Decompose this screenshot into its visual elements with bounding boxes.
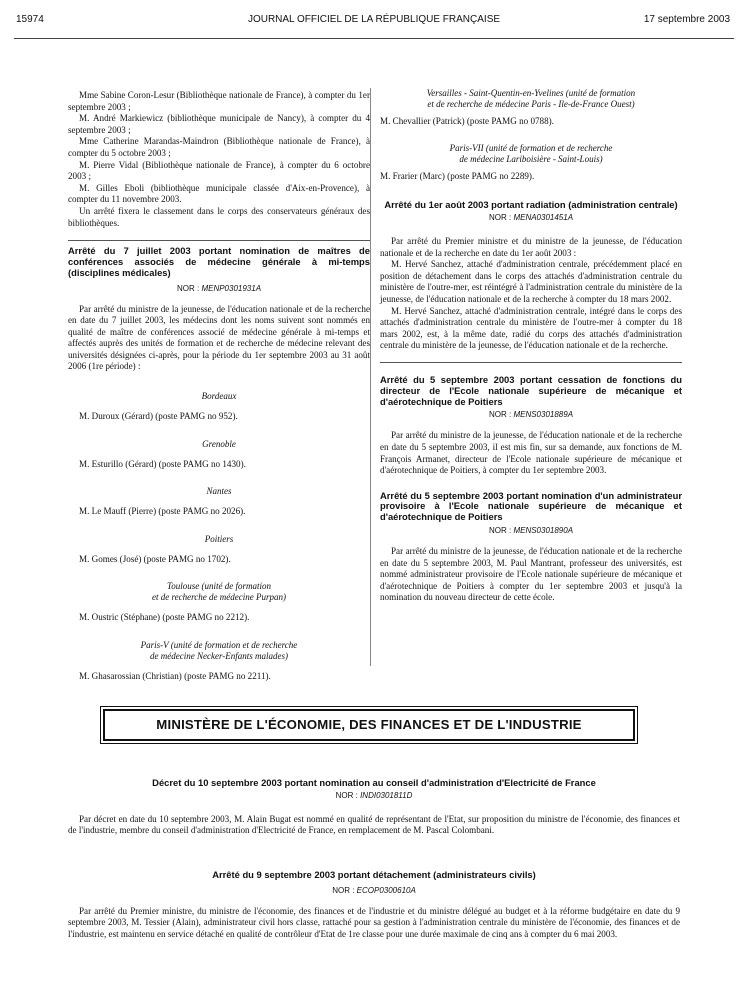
appointment-paragraph: M. Pierre Vidal (Bibliothèque nationale de France), à compter du 6 octobre 2003 ; [68,159,370,182]
place-heading: de médecine Lariboisière - Saint-Louis) [459,153,603,164]
place-heading: Versailles - Saint-Quentin-en-Yvelines (unité de formation [426,88,636,98]
nor-code: MENP0301931A [201,283,262,293]
nor-code: MENS0301890A [513,526,574,536]
right-column [380,88,682,604]
left-column [68,90,370,683]
person-entry: M. Frarier (Marc) (poste PAMG no 2289). [380,170,535,181]
person-entry: M. Duroux (Gérard) (poste PAMG no 952). [79,411,238,422]
person-entry: M. Le Mauff (Pierre) (poste PAMG no 2026). [79,506,246,517]
nor-code: ECOP0300610A [356,885,416,895]
section-rule [380,362,682,363]
nor-label: NOR : [176,283,200,293]
place-heading: Poitiers [204,533,234,544]
appointment-paragraph: Mme Sabine Coron-Lesur (Bibliothèque nationale de France), à compter du 1er septembre 2003 ; [68,90,370,112]
arrete-title: Arrêté du 5 septembre 2003 portant cessation de fonctions du directeur de l'Ecole nationale supérieure de mécanique et d'aérotechnique de Poitiers [380,373,682,407]
place-heading: Bordeaux [201,391,237,402]
arrete-body: M. Hervé Sanchez, attaché d'administration centrale, précédemment placé en position de détachement dans le corps des attachés d'administration centrale du ministère de l'outre-mer, est réintégré à l'administration centrale du ministère de la jeunesse, de l'éducation nationale et de la recherche à compter du 18 mars 2002. [380,259,682,304]
nor-reference [68,791,680,800]
place-heading: et de recherche de médecine Purpan) [151,592,287,603]
nor-reference [380,410,682,419]
nor-label: NOR : [488,526,512,536]
nor-code: MENS0301889A [513,410,574,420]
place-heading: de médecine Necker-Enfants malades) [149,651,289,662]
arrete-title: Arrêté du 9 septembre 2003 portant détachement (administrateurs civils) [212,869,536,880]
nor-reference [68,284,370,293]
place-heading: et de recherche de médecine Paris - Ile-de-France Ouest) [427,99,635,109]
place-heading: Nantes [206,486,232,497]
arrete-title: Arrêté du 5 septembre 2003 portant nomination d'un administrateur provisoire à l'Ecole nationale supérieure de mécanique et d'aérotechnique de Poitiers [380,489,682,523]
person-entry: M. Chevallier (Patrick) (poste PAMG no 0788). [380,116,554,126]
arrete-body: Par arrêté du ministre de la jeunesse, de l'éducation nationale et de la recherche en date du 5 septembre 2003, M. Paul Mantrant, professeur des universités, est nommé administrateur provisoire de l'Ecole nationale supérieure de mécanique et d'aérotechnique de Poitiers à compter du 1er septembre 2003 et jusqu'à la nomination du nouveau directeur de cette école. [380,546,682,603]
nor-label: NOR : [335,790,358,800]
journal-title: JOURNAL OFFICIEL DE LA RÉPUBLIQUE FRANÇAISE [247,14,501,25]
arrete-detachement-section [68,870,680,941]
arrete-title: Arrêté du 7 juillet 2003 portant nomination de maîtres de conférences associés de médecine générale à mi-temps (disciplines médicales) [68,245,370,278]
nor-reference [68,886,680,895]
section-rule [68,240,370,241]
arrete-body: Par arrêté du Premier ministre et du ministre de la jeunesse, de l'éducation nationale et de la recherche en date du 1er août 2003 : [380,235,682,258]
nor-code: MENA0301451A [513,212,574,222]
place-heading: Paris-V (unité de formation et de recherche [140,640,298,651]
place-heading: Grenoble [202,438,236,449]
decret-body: Par décret en date du 10 septembre 2003, M. Alain Bugat est nommé en qualité de représentant de l'Etat, sur proposition du ministre de l'économie, des finances et de l'industrie, membre du conseil d'administration d'Electricité de France, en remplacement de M. Pascal Colombani. [68,813,680,836]
column-divider [370,88,371,666]
ministry-banner: MINISTÈRE DE L'ÉCONOMIE, DES FINANCES ET DE L'INDUSTRIE [103,709,635,741]
nor-code: INDI0301811D [360,790,413,800]
nor-label: NOR : [488,212,512,222]
publication-date: 17 septembre 2003 [643,14,730,25]
appointment-paragraph: Un arrêté fixera le classement dans le corps des conservateurs généraux des bibliothèques. [68,205,370,228]
page-header [14,10,734,39]
place-heading: Toulouse (unité de formation [167,581,271,592]
appointment-paragraph: M. Gilles Eboli (bibliothèque municipale classée d'Aix-en-Provence), à compter du 11 novembre 2003. [68,182,370,205]
nor-reference [380,526,682,535]
place-heading: Paris-VII (unité de formation et de recherche [449,142,613,153]
arrete-body: Par arrêté du Premier ministre, du ministre de l'économie, des finances et de l'industrie et du ministre délégué au budget et à la réforme budgétaire en date du 9 septembre 2003, M. Tessier (Alain), administrateur civil hors classe, rattaché pour sa gestion à l'administration centrale du ministère de l'économie, des finances et de l'industrie, est maintenu en service détaché en qualité de contrôleur d'Etat de 1re classe pour une durée maximale de cinq ans à compter du 6 mai 2003. [68,905,680,939]
person-entry: M. Esturillo (Gérard) (poste PAMG no 1430). [79,458,246,469]
page-number: 15974 [16,14,44,25]
appointment-paragraph: M. André Markiewicz (bibliothèque municipale de Nancy), à compter du 4 septembre 2003 ; [68,113,370,135]
appointment-paragraph: Mme Catherine Marandas-Maindron (Bibliothèque nationale de France), à compter du 5 octobre 2003 ; [68,136,370,158]
arrete-title: Arrêté du 1er août 2003 portant radiation (administration centrale) [384,199,678,211]
person-entry: M. Oustric (Stéphane) (poste PAMG no 2212). [79,612,250,623]
person-entry: M. Gomes (José) (poste PAMG no 1702). [79,553,231,564]
person-entry: M. Ghasarossian (Christian) (poste PAMG no 2211). [79,671,271,682]
arrete-body: Par arrêté du ministre de la jeunesse, de l'éducation nationale et de la recherche en date du 7 juillet 2003, les médecins dont les noms suivent sont nommés en qualité de maître de conférences associé de médecine générale à mi-temps et affectés auprès des unités de formation et de recherche de médecine relevant des universités désignées ci-après, pour la période du 1er septembre 2003 au 31 août 2006 (1re période) : [68,303,370,372]
nor-label: NOR : [488,410,512,420]
arrete-body: Par arrêté du ministre de la jeunesse, de l'éducation nationale et de la recherche en date du 5 septembre 2003, il est mis fin, sur sa demande, aux fonctions de M. François Armanet, directeur de l'Ecole nationale supérieure de mécanique et d'aérotechnique de Poitiers, à compter du 1er septembre 2003. [380,430,682,476]
nor-label: NOR : [332,885,355,895]
nor-reference [380,213,682,222]
decret-section [68,778,680,837]
decret-title: Décret du 10 septembre 2003 portant nomination au conseil d'administration d'Electricité de France [152,777,596,788]
arrete-body: M. Hervé Sanchez, attaché d'administration centrale, intégré dans le corps des attachés d'administration centrale du ministère de l'outre-mer à compter du 18 mars 2002, est, à la même date, radié du corps des attachés d'administration centrale du ministère de la jeunesse, de l'éducation nationale et de la recherche. [380,305,682,351]
